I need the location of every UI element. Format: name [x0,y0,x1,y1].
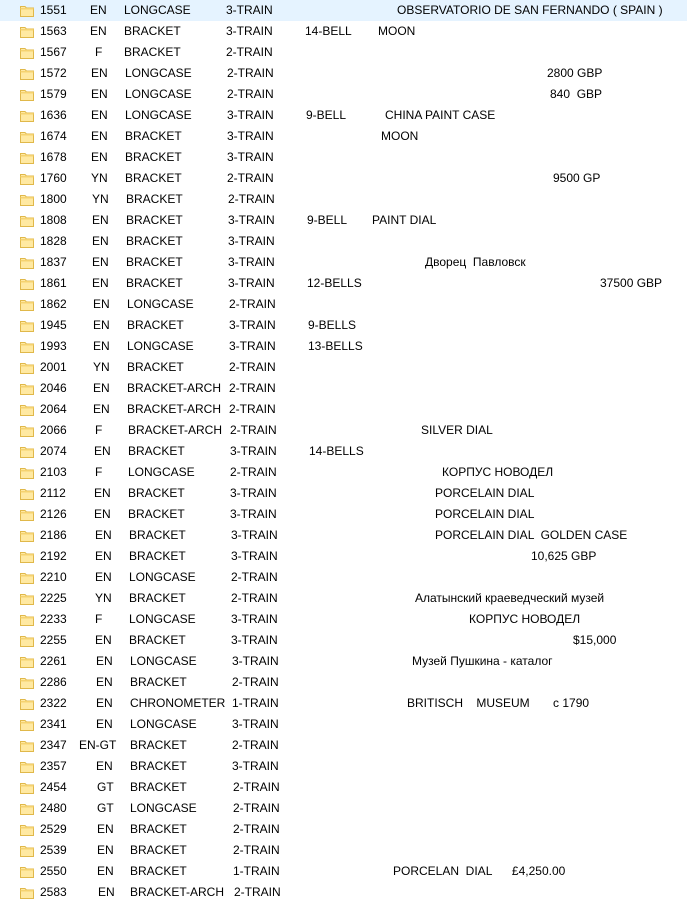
folder-notes: SILVER DIAL [421,423,493,437]
folder-number: 2357 [40,759,67,773]
folder-icon [20,5,34,17]
folder-suffix: EN [91,150,108,164]
folder-item[interactable] [0,630,687,651]
case-type: BRACKET [124,24,181,38]
folder-notes: CHINA PAINT CASE [385,108,496,122]
train-count: 1-TRAIN [233,864,280,878]
case-type: BRACKET [126,213,183,227]
folder-icon [20,635,34,647]
folder-notes: Дворец Павловск [425,255,526,269]
train-count: 1-TRAIN [232,696,279,710]
folder-item[interactable] [0,714,687,735]
folder-number: 2529 [40,822,67,836]
folder-number: 2186 [40,528,67,542]
train-count: 2-TRAIN [228,192,275,206]
bell-count: 13-BELLS [308,339,363,353]
folder-item[interactable] [0,357,687,378]
folder-suffix: F [95,423,103,437]
case-type: BRACKET [129,591,186,605]
price-text: 9500 GP [553,171,601,185]
case-type: BRACKET [126,234,183,248]
folder-icon [20,278,34,290]
folder-suffix: EN [95,528,112,542]
folder-suffix: EN [93,402,110,416]
train-count: 2-TRAIN [232,675,279,689]
train-count: 2-TRAIN [233,780,280,794]
folder-number: 2233 [40,612,67,626]
folder-number: 2103 [40,465,67,479]
folder-icon [20,383,34,395]
case-type: BRACKET [130,780,187,794]
folder-item[interactable] [0,84,687,105]
bell-count: 14-BELLS [309,444,364,458]
folder-item[interactable] [0,147,687,168]
folder-number: 2064 [40,402,67,416]
train-count: 3-TRAIN [230,507,277,521]
case-type: LONGCASE [127,339,194,353]
case-type: LONGCASE [130,717,197,731]
folder-notes: PORCELAIN DIAL GOLDEN CASE [435,528,628,542]
folder-number: 2210 [40,570,67,584]
folder-suffix: EN [96,675,113,689]
folder-item[interactable] [0,798,687,819]
case-type: BRACKET [129,549,186,563]
folder-item[interactable] [0,462,687,483]
case-type: BRACKET [126,255,183,269]
folder-number: 2001 [40,360,67,374]
case-type: LONGCASE [125,66,192,80]
train-count: 3-TRAIN [226,3,273,17]
folder-item[interactable] [0,42,687,63]
folder-number: 2126 [40,507,67,521]
folder-item[interactable] [0,231,687,252]
folder-item[interactable] [0,546,687,567]
case-type: BRACKET [128,444,185,458]
folder-suffix: EN [96,759,113,773]
folder-icon [20,341,34,353]
train-count: 2-TRAIN [229,402,276,416]
folder-item[interactable] [0,756,687,777]
folder-number: 2192 [40,549,67,563]
case-type: BRACKET-ARCH [127,381,222,395]
folder-icon [20,677,34,689]
folder-item[interactable] [0,567,687,588]
folder-item[interactable] [0,588,687,609]
folder-number: 1674 [40,129,67,143]
train-count: 2-TRAIN [227,171,274,185]
train-count: 2-TRAIN [227,66,274,80]
folder-suffix: EN [91,129,108,143]
folder-icon [20,110,34,122]
folder-item[interactable] [0,210,687,231]
folder-icon [20,761,34,773]
folder-number: 1567 [40,45,67,59]
folder-suffix: F [95,45,103,59]
folder-suffix: EN [96,654,113,668]
folder-number: 2255 [40,633,67,647]
folder-notes: КОРПУС НОВОДЕЛ [442,465,554,479]
folder-suffix: EN [90,24,107,38]
train-count: 3-TRAIN [227,150,274,164]
train-count: 3-TRAIN [231,612,278,626]
folder-number: 1862 [40,297,67,311]
train-count: 2-TRAIN [226,45,273,59]
train-count: 2-TRAIN [233,822,280,836]
train-count: 2-TRAIN [233,801,280,815]
folder-item[interactable] [0,882,687,903]
folder-item[interactable] [0,399,687,420]
case-type: BRACKET [125,150,182,164]
price-text: 840 GBP [550,87,603,101]
folder-icon [20,803,34,815]
case-type: BRACKET-ARCH [127,402,222,416]
case-type: BRACKET [130,759,187,773]
bell-count: 9-BELLS [308,318,357,332]
folder-suffix: EN [92,234,109,248]
folder-suffix: EN [90,3,107,17]
folder-item[interactable] [0,525,687,546]
folder-suffix: EN [92,213,109,227]
train-count: 2-TRAIN [229,360,276,374]
folder-suffix: EN [98,885,115,899]
folder-number: 2261 [40,654,67,668]
folder-item[interactable] [0,609,687,630]
folder-suffix: GT [97,801,114,815]
train-count: 2-TRAIN [230,423,277,437]
folder-suffix: EN [95,549,112,563]
folder-icon [20,509,34,521]
train-count: 3-TRAIN [230,444,277,458]
case-type: LONGCASE [125,108,192,122]
folder-suffix: YN [92,192,109,206]
folder-number: 1563 [40,24,67,38]
folder-notes: MOON [381,129,419,143]
folder-number: 2225 [40,591,67,605]
folder-number: 1572 [40,66,67,80]
case-type: BRACKET [130,675,187,689]
folder-notes: PAINT DIAL [372,213,437,227]
folder-icon [20,320,34,332]
folder-suffix: EN [96,717,113,731]
folder-icon [20,47,34,59]
folder-notes: PORCELAIN DIAL [435,507,535,521]
folder-item[interactable] [0,294,687,315]
folder-suffix: EN [97,843,114,857]
folder-item[interactable] [0,168,687,189]
folder-number: 1945 [40,318,67,332]
folder-number: 2454 [40,780,67,794]
folder-number: 2480 [40,801,67,815]
folder-number: 2066 [40,423,67,437]
train-count: 2-TRAIN [234,885,281,899]
price-text: 2800 GBP [547,66,603,80]
folder-suffix: EN [93,297,110,311]
folder-notes: PORCELAN DIAL £4,250.00 [393,864,566,878]
case-type: LONGCASE [128,465,195,479]
folder-item[interactable] [0,336,687,357]
folder-item[interactable] [0,126,687,147]
folder-item[interactable] [0,63,687,84]
case-type: BRACKET [128,486,185,500]
folder-notes: PORCELAIN DIAL [435,486,535,500]
folder-number: 1861 [40,276,67,290]
folder-number: 1579 [40,87,67,101]
folder-number: 2341 [40,717,67,731]
folder-number: 1837 [40,255,67,269]
folder-icon [20,89,34,101]
folder-icon [20,551,34,563]
case-type: BRACKET [127,318,184,332]
case-type: BRACKET [130,738,187,752]
train-count: 2-TRAIN [229,381,276,395]
case-type: BRACKET-ARCH [130,885,225,899]
train-count: 3-TRAIN [228,213,275,227]
case-type: BRACKET [126,192,183,206]
case-type: BRACKET [124,45,181,59]
folder-number: 1678 [40,150,67,164]
folder-item[interactable] [0,0,687,21]
folder-icon [20,236,34,248]
folder-icon [20,845,34,857]
train-count: 3-TRAIN [228,234,275,248]
bell-count: 9-BELL [306,108,347,122]
folder-icon [20,425,34,437]
folder-suffix: EN [91,108,108,122]
train-count: 3-TRAIN [232,654,279,668]
folder-icon [20,362,34,374]
folder-number: 1636 [40,108,67,122]
folder-suffix: EN [91,66,108,80]
case-type: BRACKET [127,360,184,374]
folder-number: 1808 [40,213,67,227]
folder-notes: Музей Пушкина - каталог [412,654,553,668]
case-type: BRACKET [126,276,183,290]
train-count: 3-TRAIN [232,759,279,773]
folder-suffix: F [95,612,103,626]
folder-suffix: EN [94,486,111,500]
case-type: LONGCASE [124,3,191,17]
train-count: 3-TRAIN [231,549,278,563]
folder-number: 2550 [40,864,67,878]
train-count: 3-TRAIN [232,717,279,731]
train-count: 2-TRAIN [227,87,274,101]
folder-icon [20,488,34,500]
train-count: 3-TRAIN [230,486,277,500]
folder-item[interactable] [0,378,687,399]
train-count: 2-TRAIN [232,738,279,752]
bell-count: 12-BELLS [307,276,362,290]
folder-suffix: EN [95,633,112,647]
folder-number: 1828 [40,234,67,248]
bell-count: 9-BELL [307,213,348,227]
train-count: 3-TRAIN [229,318,276,332]
folder-number: 2074 [40,444,67,458]
folder-icon [20,68,34,80]
folder-icon [20,446,34,458]
folder-number: 2112 [40,486,66,500]
folder-number: 1760 [40,171,67,185]
folder-suffix: EN [94,507,111,521]
folder-suffix: EN [95,570,112,584]
case-type: LONGCASE [130,801,197,815]
folder-item[interactable] [0,21,687,42]
folder-icon [20,467,34,479]
case-type: LONGCASE [129,570,196,584]
folder-suffix: F [95,465,103,479]
folder-icon [20,572,34,584]
folder-suffix: EN [97,864,114,878]
folder-icon [20,257,34,269]
folder-icon [20,698,34,710]
folder-item[interactable] [0,777,687,798]
folder-item[interactable] [0,651,687,672]
bell-count: 14-BELL [305,24,352,38]
folder-suffix: GT [97,780,114,794]
folder-suffix: YN [91,171,108,185]
folder-item[interactable] [0,420,687,441]
train-count: 2-TRAIN [230,465,277,479]
folder-number: 1993 [40,339,67,353]
folder-number: 1551 [40,3,67,17]
folder-notes: OBSERVATORIO DE SAN FERNANDO ( SPAIN ) [397,3,663,17]
folder-suffix: EN [92,276,109,290]
folder-number: 2322 [40,696,67,710]
folder-item[interactable] [0,819,687,840]
case-type: BRACKET [130,843,187,857]
train-count: 2-TRAIN [231,591,278,605]
train-count: 3-TRAIN [229,339,276,353]
case-type: BRACKET [130,822,187,836]
folder-icon [20,530,34,542]
price-text: 37500 GBP [600,276,663,290]
folder-icon [20,152,34,164]
train-count: 2-TRAIN [229,297,276,311]
folder-item[interactable] [0,252,687,273]
price-text: 10,625 GBP [531,549,597,563]
case-type: BRACKET [125,171,182,185]
folder-suffix: EN [97,822,114,836]
folder-suffix: YN [95,591,112,605]
folder-item[interactable] [0,441,687,462]
case-type: LONGCASE [129,612,196,626]
train-count: 3-TRAIN [228,276,275,290]
case-type: LONGCASE [125,87,192,101]
folder-suffix: EN [93,381,110,395]
folder-icon [20,656,34,668]
train-count: 3-TRAIN [228,255,275,269]
train-count: 3-TRAIN [226,24,273,38]
folder-icon [20,866,34,878]
folder-icon [20,131,34,143]
folder-item[interactable] [0,189,687,210]
case-type: BRACKET [128,507,185,521]
case-type: CHRONOMETER [130,696,226,710]
train-count: 3-TRAIN [227,108,274,122]
folder-item[interactable] [0,105,687,126]
train-count: 3-TRAIN [231,528,278,542]
folder-icon [20,887,34,899]
case-type: BRACKET [130,864,187,878]
folder-icon [20,614,34,626]
case-type: LONGCASE [127,297,194,311]
folder-notes: КОРПУС НОВОДЕЛ [469,612,581,626]
folder-icon [20,824,34,836]
folder-number: 2046 [40,381,67,395]
folder-icon [20,719,34,731]
folder-suffix: EN [93,339,110,353]
train-count: 2-TRAIN [231,570,278,584]
folder-item[interactable] [0,483,687,504]
folder-number: 2539 [40,843,67,857]
folder-number: 2347 [40,738,67,752]
folder-icon [20,782,34,794]
folder-suffix: EN [96,696,113,710]
folder-notes: MOON [378,24,416,38]
folder-icon [20,404,34,416]
train-count: 3-TRAIN [231,633,278,647]
folder-item[interactable] [0,672,687,693]
folder-notes: Алатынский краеведческий музей [415,591,605,605]
folder-icon [20,299,34,311]
folder-item[interactable] [0,840,687,861]
case-type: LONGCASE [130,654,197,668]
folder-icon [20,593,34,605]
folder-icon [20,740,34,752]
case-type: BRACKET [129,528,186,542]
case-type: BRACKET [125,129,182,143]
train-count: 3-TRAIN [227,129,274,143]
train-count: 2-TRAIN [233,843,280,857]
folder-notes: BRITISCH MUSEUM c 1790 [407,696,590,710]
folder-suffix: EN-GT [79,738,117,752]
folder-suffix: YN [93,360,110,374]
folder-number: 1800 [40,192,67,206]
folder-item[interactable] [0,315,687,336]
case-type: BRACKET-ARCH [128,423,223,437]
folder-item[interactable] [0,504,687,525]
folder-icon [20,173,34,185]
folder-icon [20,26,34,38]
folder-item[interactable] [0,693,687,714]
folder-item[interactable] [0,735,687,756]
folder-suffix: EN [94,444,111,458]
folder-suffix: EN [92,255,109,269]
case-type: BRACKET [129,633,186,647]
folder-item[interactable] [0,273,687,294]
folder-suffix: EN [93,318,110,332]
price-text: $15,000 [573,633,617,647]
folder-icon [20,194,34,206]
folder-number: 2286 [40,675,67,689]
folder-number: 2583 [40,885,67,899]
folder-item[interactable] [0,861,687,882]
folder-suffix: EN [91,87,108,101]
folder-icon [20,215,34,227]
